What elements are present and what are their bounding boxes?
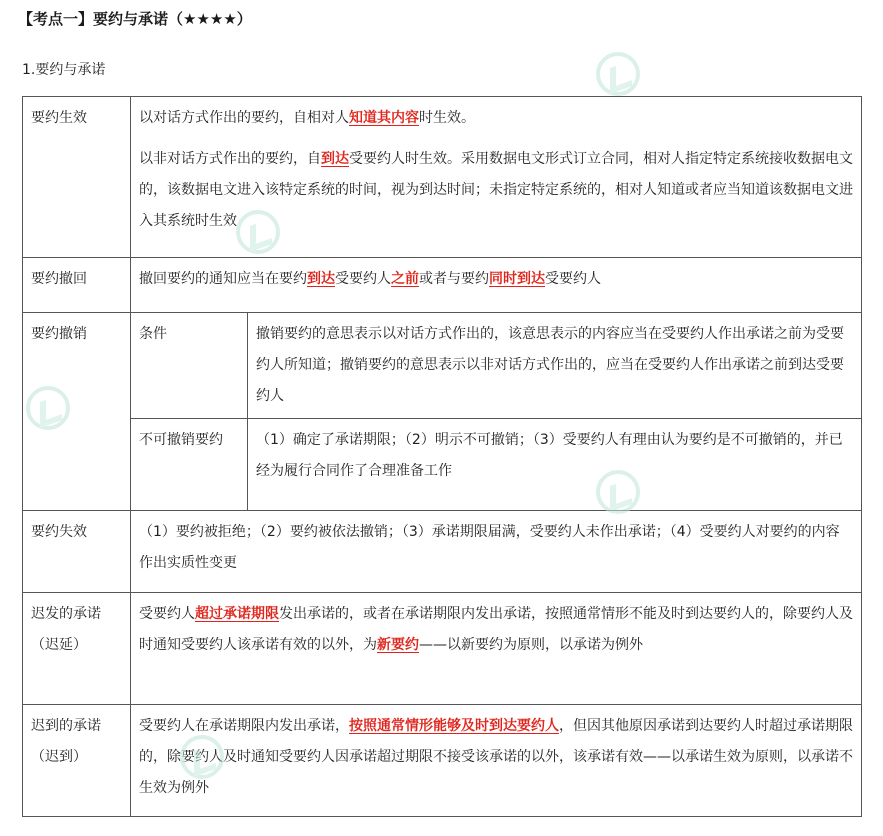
highlight-text: 之前 bbox=[391, 271, 419, 287]
row-label: 要约撤销 bbox=[23, 313, 131, 511]
table-row bbox=[131, 419, 861, 510]
row-content bbox=[131, 704, 862, 816]
table-row bbox=[131, 313, 861, 419]
highlight-text: 同时到达 bbox=[489, 271, 545, 287]
row-label: 要约撤回 bbox=[23, 258, 131, 313]
watermark-logo-icon bbox=[26, 386, 70, 430]
table-row bbox=[23, 510, 862, 592]
text-segment: 受要约人 bbox=[335, 271, 391, 287]
section-title: 【考点一】要约与承诺（★★★★） bbox=[18, 10, 252, 28]
text-segment: 受要约人时生效。采用数据电文形式订立合同，相对人指定特定系统接收数据电文的，该数据电文进入该特定系统的时间，视为到达时间；未指定特定系统的，相对人知道或者应当知道该数据电文进入其系统时生效 bbox=[139, 151, 853, 229]
row-content: （1）要约被拒绝；（2）要约被依法撤销；（3）承诺期限届满，受要约人未作出承诺；（4）受要约人对要约的内容作出实质性变更 bbox=[131, 510, 862, 592]
text-segment: 受要约人 bbox=[545, 271, 601, 287]
sub-content: （1）确定了承诺期限；（2）明示不可撤销；（3）受要约人有理由认为要约是不可撤销的，并已经为履行合同作了合理准备工作 bbox=[248, 419, 862, 510]
section-subtitle: 1.要约与承诺 bbox=[22, 62, 106, 78]
sub-label: 条件 bbox=[131, 313, 248, 419]
text-segment: 撤回要约的通知应当在要约 bbox=[139, 271, 307, 287]
table-row bbox=[23, 97, 862, 258]
table-row bbox=[23, 592, 862, 704]
highlight-text: 新要约 bbox=[377, 636, 419, 653]
row-label: 迟到的承诺（迟到） bbox=[23, 704, 131, 816]
row-label: 要约生效 bbox=[23, 97, 131, 258]
text-segment: ——以新要约为原则，以承诺为例外 bbox=[419, 636, 643, 653]
highlight-text: 超过承诺期限 bbox=[195, 605, 279, 622]
table-row bbox=[23, 704, 862, 816]
highlight-text: 知道其内容 bbox=[349, 110, 419, 126]
highlight-text: 到达 bbox=[307, 271, 335, 287]
text-segment: 时生效。 bbox=[419, 110, 475, 126]
row-label: 要约失效 bbox=[23, 510, 131, 592]
watermark-logo-icon bbox=[180, 735, 224, 779]
text-segment: 以对话方式作出的要约，自相对人 bbox=[139, 110, 349, 126]
sub-content: 撤销要约的意思表示以对话方式作出的，该意思表示的内容应当在受要约人作出承诺之前为受要约人所知道；撤销要约的意思表示以非对话方式作出的，应当在受要约人作出承诺之前到达受要约人 bbox=[256, 326, 844, 404]
table-row bbox=[23, 313, 862, 511]
text-segment: 受要约人 bbox=[139, 605, 195, 622]
row-content bbox=[131, 258, 862, 313]
nested-table bbox=[131, 313, 861, 510]
sub-label: 不可撤销要约 bbox=[131, 419, 248, 510]
highlight-text: 到达 bbox=[321, 151, 349, 167]
table-row bbox=[23, 258, 862, 313]
row-content bbox=[131, 592, 862, 704]
text-segment: ，但因其他原因承诺到达要约人时超过承诺期限的，除要约人及时通知受要约人因承诺超过期限不接受该承诺的以外，该承诺有效——以承诺生效为原则，以承诺不生效为例外 bbox=[139, 717, 853, 796]
watermark-logo-icon bbox=[596, 52, 640, 96]
text-segment: 受要约人在承诺期限内发出承诺， bbox=[139, 717, 349, 734]
paragraph bbox=[139, 103, 853, 134]
highlight-text: 按照通常情形能够及时到达要约人 bbox=[349, 717, 559, 734]
text-segment: 发出承诺的，或者在承诺期限内发出承诺，按照通常情形不能及时到达要约人的，除要约人及时通知受要约人该承诺有效的以外，为 bbox=[139, 605, 853, 653]
offer-acceptance-table bbox=[22, 96, 862, 817]
row-content bbox=[131, 313, 862, 511]
watermark-logo-icon bbox=[236, 210, 280, 254]
row-label: 迟发的承诺（迟延） bbox=[23, 592, 131, 704]
text-segment: 或者与要约 bbox=[419, 271, 489, 287]
text-segment: 以非对话方式作出的要约，自 bbox=[139, 151, 321, 167]
watermark-logo-icon bbox=[596, 470, 640, 514]
